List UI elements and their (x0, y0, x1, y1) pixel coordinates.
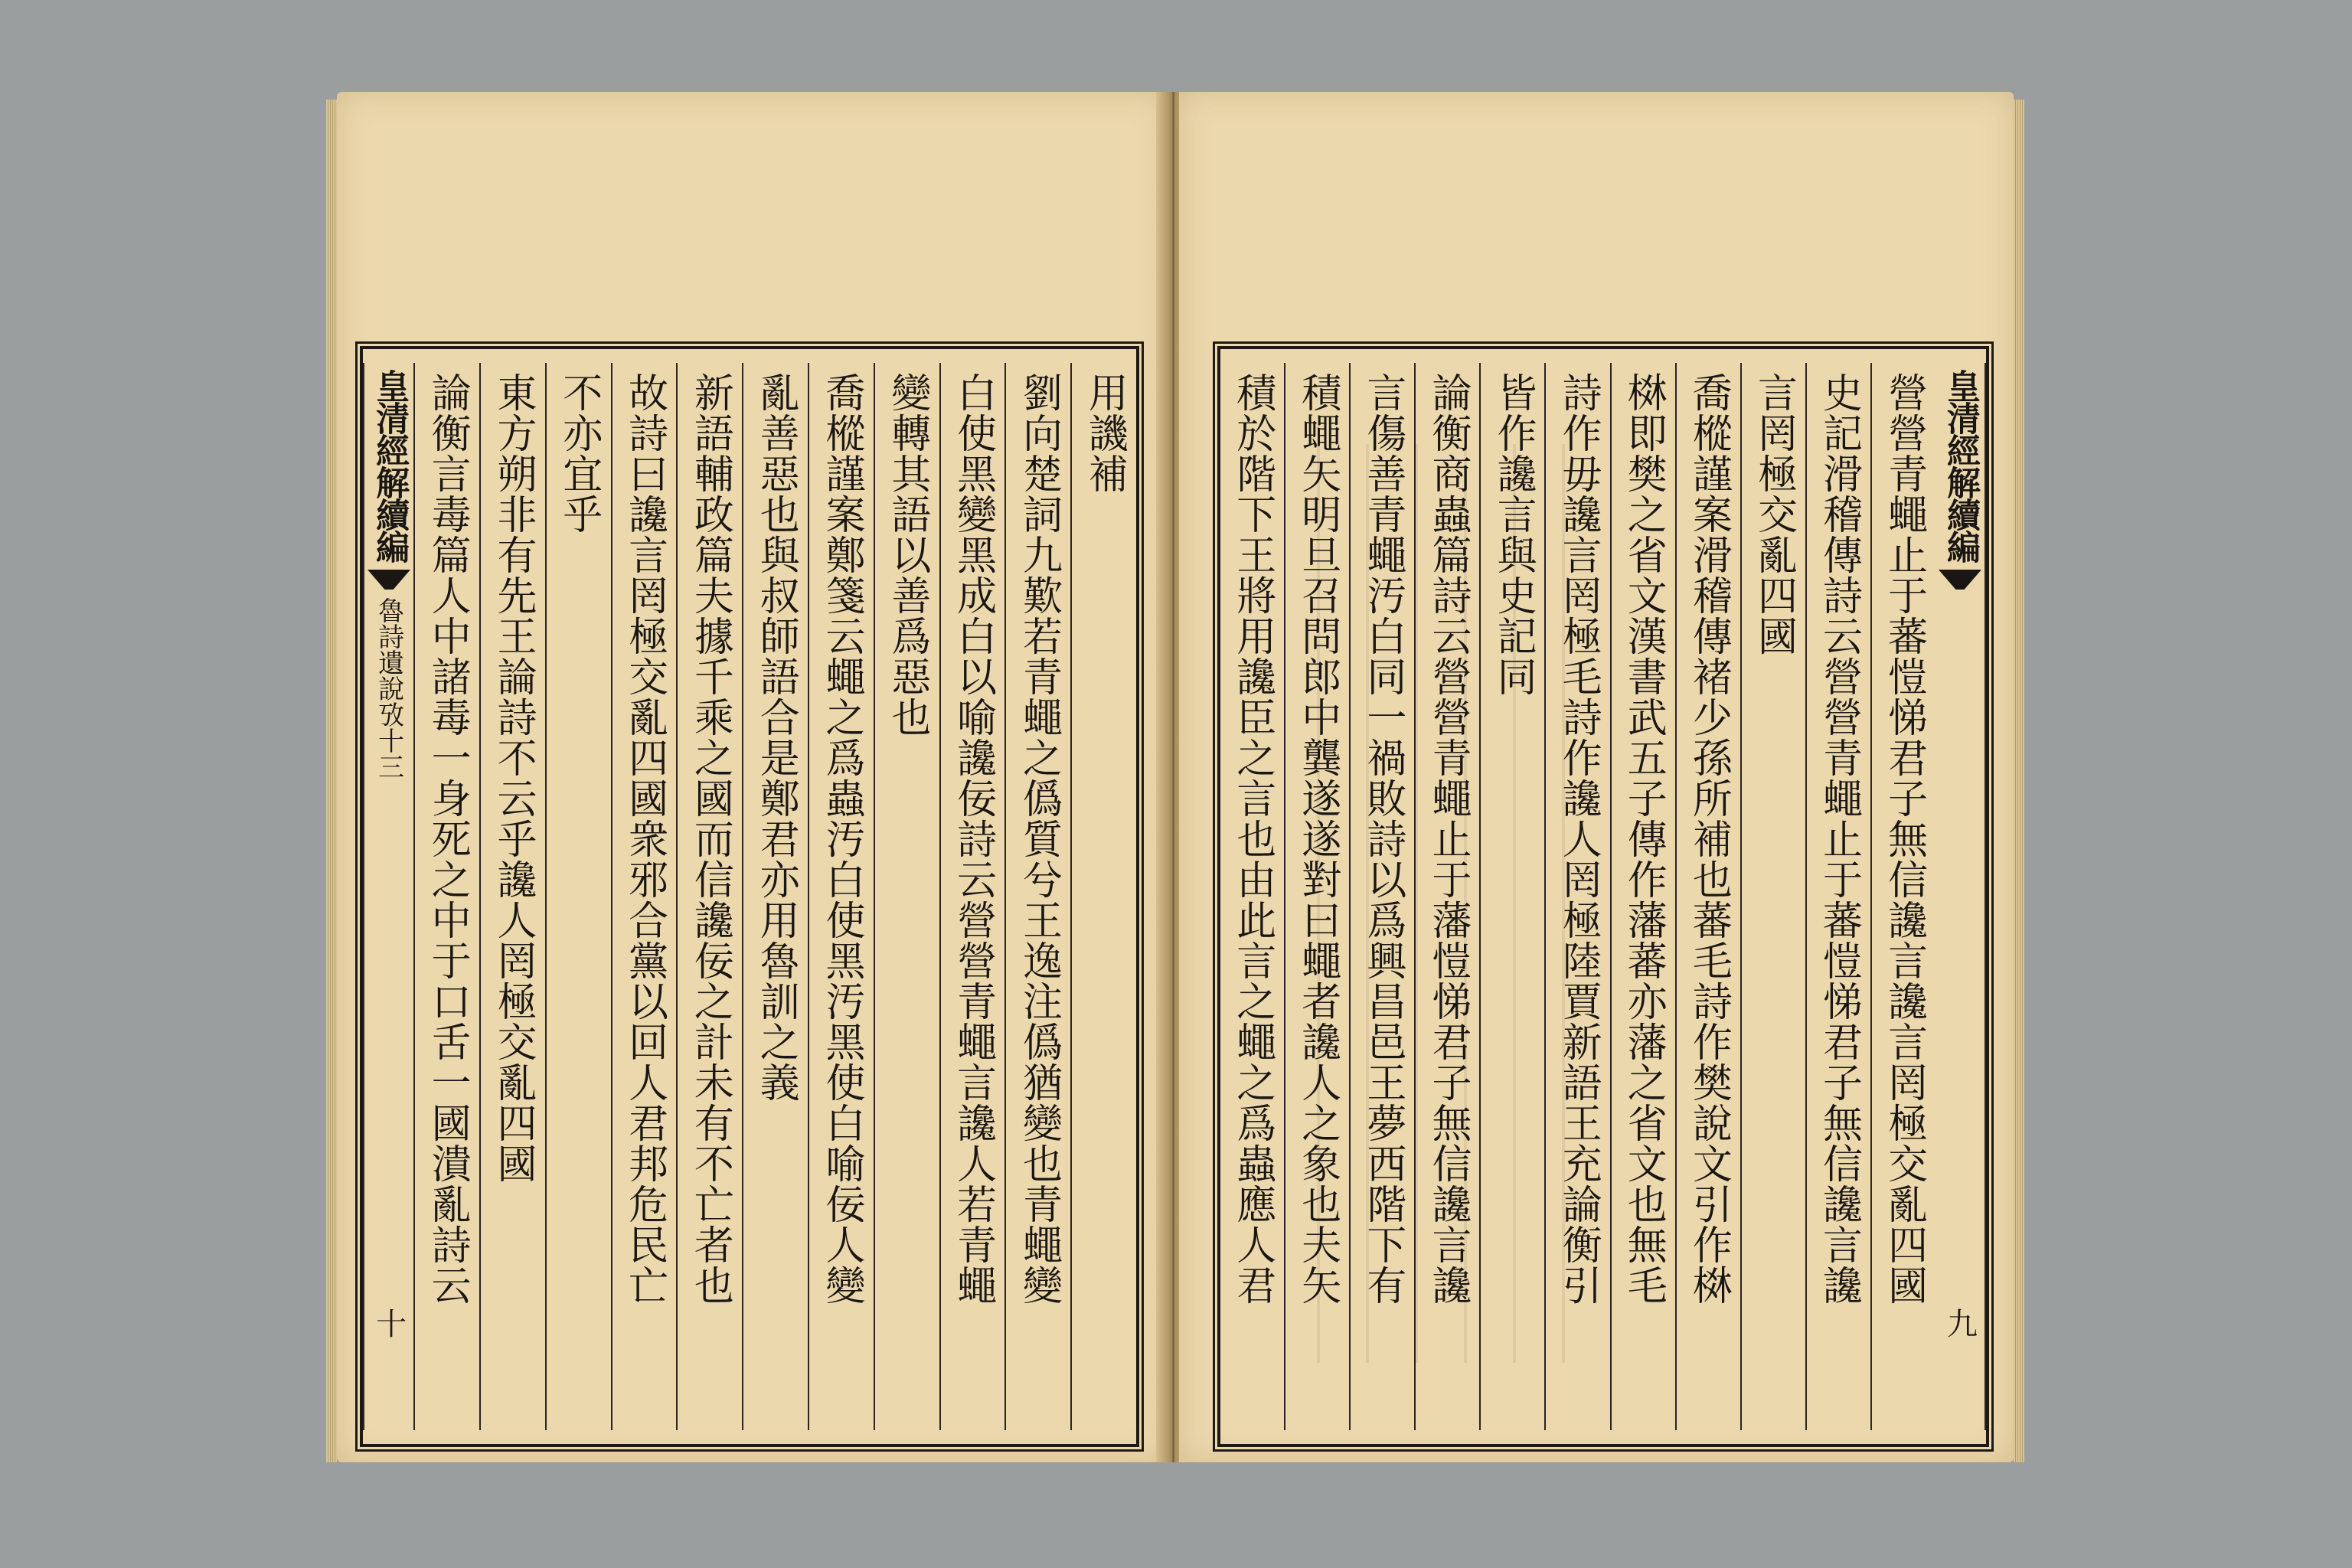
column-text: 史記滑稽傳詩云營營青蠅止于蕃愷悌君子無信讒言讒 (1815, 372, 1862, 1305)
column-text: 詩作毋讒言罔極毛詩作讒人罔極陸賈新語王充論衡引 (1555, 372, 1602, 1305)
open-book (337, 92, 2014, 1470)
text-column (545, 363, 611, 1430)
fish-tail-ornament (368, 570, 410, 590)
column-text: 論衡言毒篇人中諸毒一身死之中于口舌一國潰亂詩云 (424, 372, 471, 1305)
text-column (1544, 363, 1609, 1430)
text-column (1070, 363, 1136, 1430)
banner-subtitle: 魯詩遺說攷十三 (373, 597, 404, 779)
text-column (1610, 363, 1675, 1430)
column-text: 皆作讒言與史記同 (1490, 372, 1537, 697)
text-column (1414, 363, 1479, 1430)
fish-tail-ornament (1939, 570, 1981, 590)
column-text: 劉向楚詞九歎若青蠅之僞質兮王逸注僞猶變也青蠅變 (1015, 372, 1062, 1305)
right-text-frame (1217, 346, 1989, 1447)
text-column (939, 363, 1005, 1430)
text-column (1805, 363, 1870, 1430)
page-edges-left (326, 100, 337, 1462)
text-column (742, 363, 808, 1430)
text-column (1004, 363, 1070, 1430)
column-text: 新語輔政篇夫據千乘之國而信讒佞之計未有不亡者也 (687, 372, 733, 1305)
column-text: 喬樅謹案鄭箋云蠅之爲蟲汚白使黑汚黑使白喻佞人變 (818, 372, 865, 1305)
banner-title: 皇清經解續編 (370, 369, 410, 562)
page-edges-right (2014, 100, 2024, 1462)
text-column (874, 363, 939, 1430)
column-text: 亂善惡也與叔師語合是鄭君亦用魯訓之義 (753, 372, 799, 1102)
column-text: 積於階下王將用讒臣之言也由此言之蠅之爲蟲應人君 (1229, 372, 1276, 1305)
column-text: 言傷善青蠅汚白同一禍敗詩以爲興昌邑王夢西階下有 (1359, 372, 1406, 1305)
text-column (413, 363, 479, 1430)
column-text: 積蠅矢明旦召問郎中龔遂遂對曰蠅者讒人之象也夫矢 (1294, 372, 1341, 1305)
column-text: 言罔極交亂四國 (1750, 372, 1797, 656)
banner-title: 皇清經解續編 (1941, 369, 1980, 562)
column-text: 論衡商蟲篇詩云營營青蠅止于藩愷悌君子無信讒言讒 (1424, 372, 1471, 1305)
right-page (1179, 92, 2014, 1462)
column-text: 故詩曰讒言罔極交亂四國衆邪合黨以回人君邦危民亡 (621, 372, 668, 1305)
column-text: 白使黑變黑成白以喻讒佞詩云營營青蠅言讒人若青蠅 (949, 372, 996, 1305)
right-banner (1936, 363, 1986, 1430)
right-columns (1220, 363, 1986, 1430)
text-column (611, 363, 677, 1430)
text-column (1870, 363, 1936, 1430)
column-text: 用譏補 (1081, 372, 1128, 494)
column-text: 棥即樊之省文漢書武五子傳作藩蕃亦藩之省文也無毛 (1620, 372, 1667, 1305)
column-text: 不亦宜乎 (555, 372, 602, 534)
left-text-frame (360, 346, 1139, 1447)
text-column (1220, 363, 1284, 1430)
column-text: 營營青蠅止于蕃愷悌君子無信讒言讒言罔極交亂四國 (1880, 372, 1927, 1305)
left-banner (363, 363, 413, 1430)
text-column (808, 363, 874, 1430)
page-number: 九 (1942, 1308, 1978, 1338)
text-column (1479, 363, 1544, 1430)
text-column (479, 363, 545, 1430)
page-number: 十 (371, 1308, 407, 1338)
text-column (1740, 363, 1805, 1430)
left-page (337, 92, 1168, 1462)
left-columns (363, 363, 1136, 1430)
column-text: 變轉其語以善爲惡也 (884, 372, 930, 737)
column-text: 東方朔非有先王論詩不云乎讒人罔極交亂四國 (489, 372, 536, 1184)
text-column (1675, 363, 1740, 1430)
text-column (676, 363, 742, 1430)
text-column (1349, 363, 1414, 1430)
text-column (1284, 363, 1349, 1430)
column-text: 喬樅謹案滑稽傳褚少孫所補也蕃毛詩作樊說文引作棥 (1685, 372, 1732, 1305)
